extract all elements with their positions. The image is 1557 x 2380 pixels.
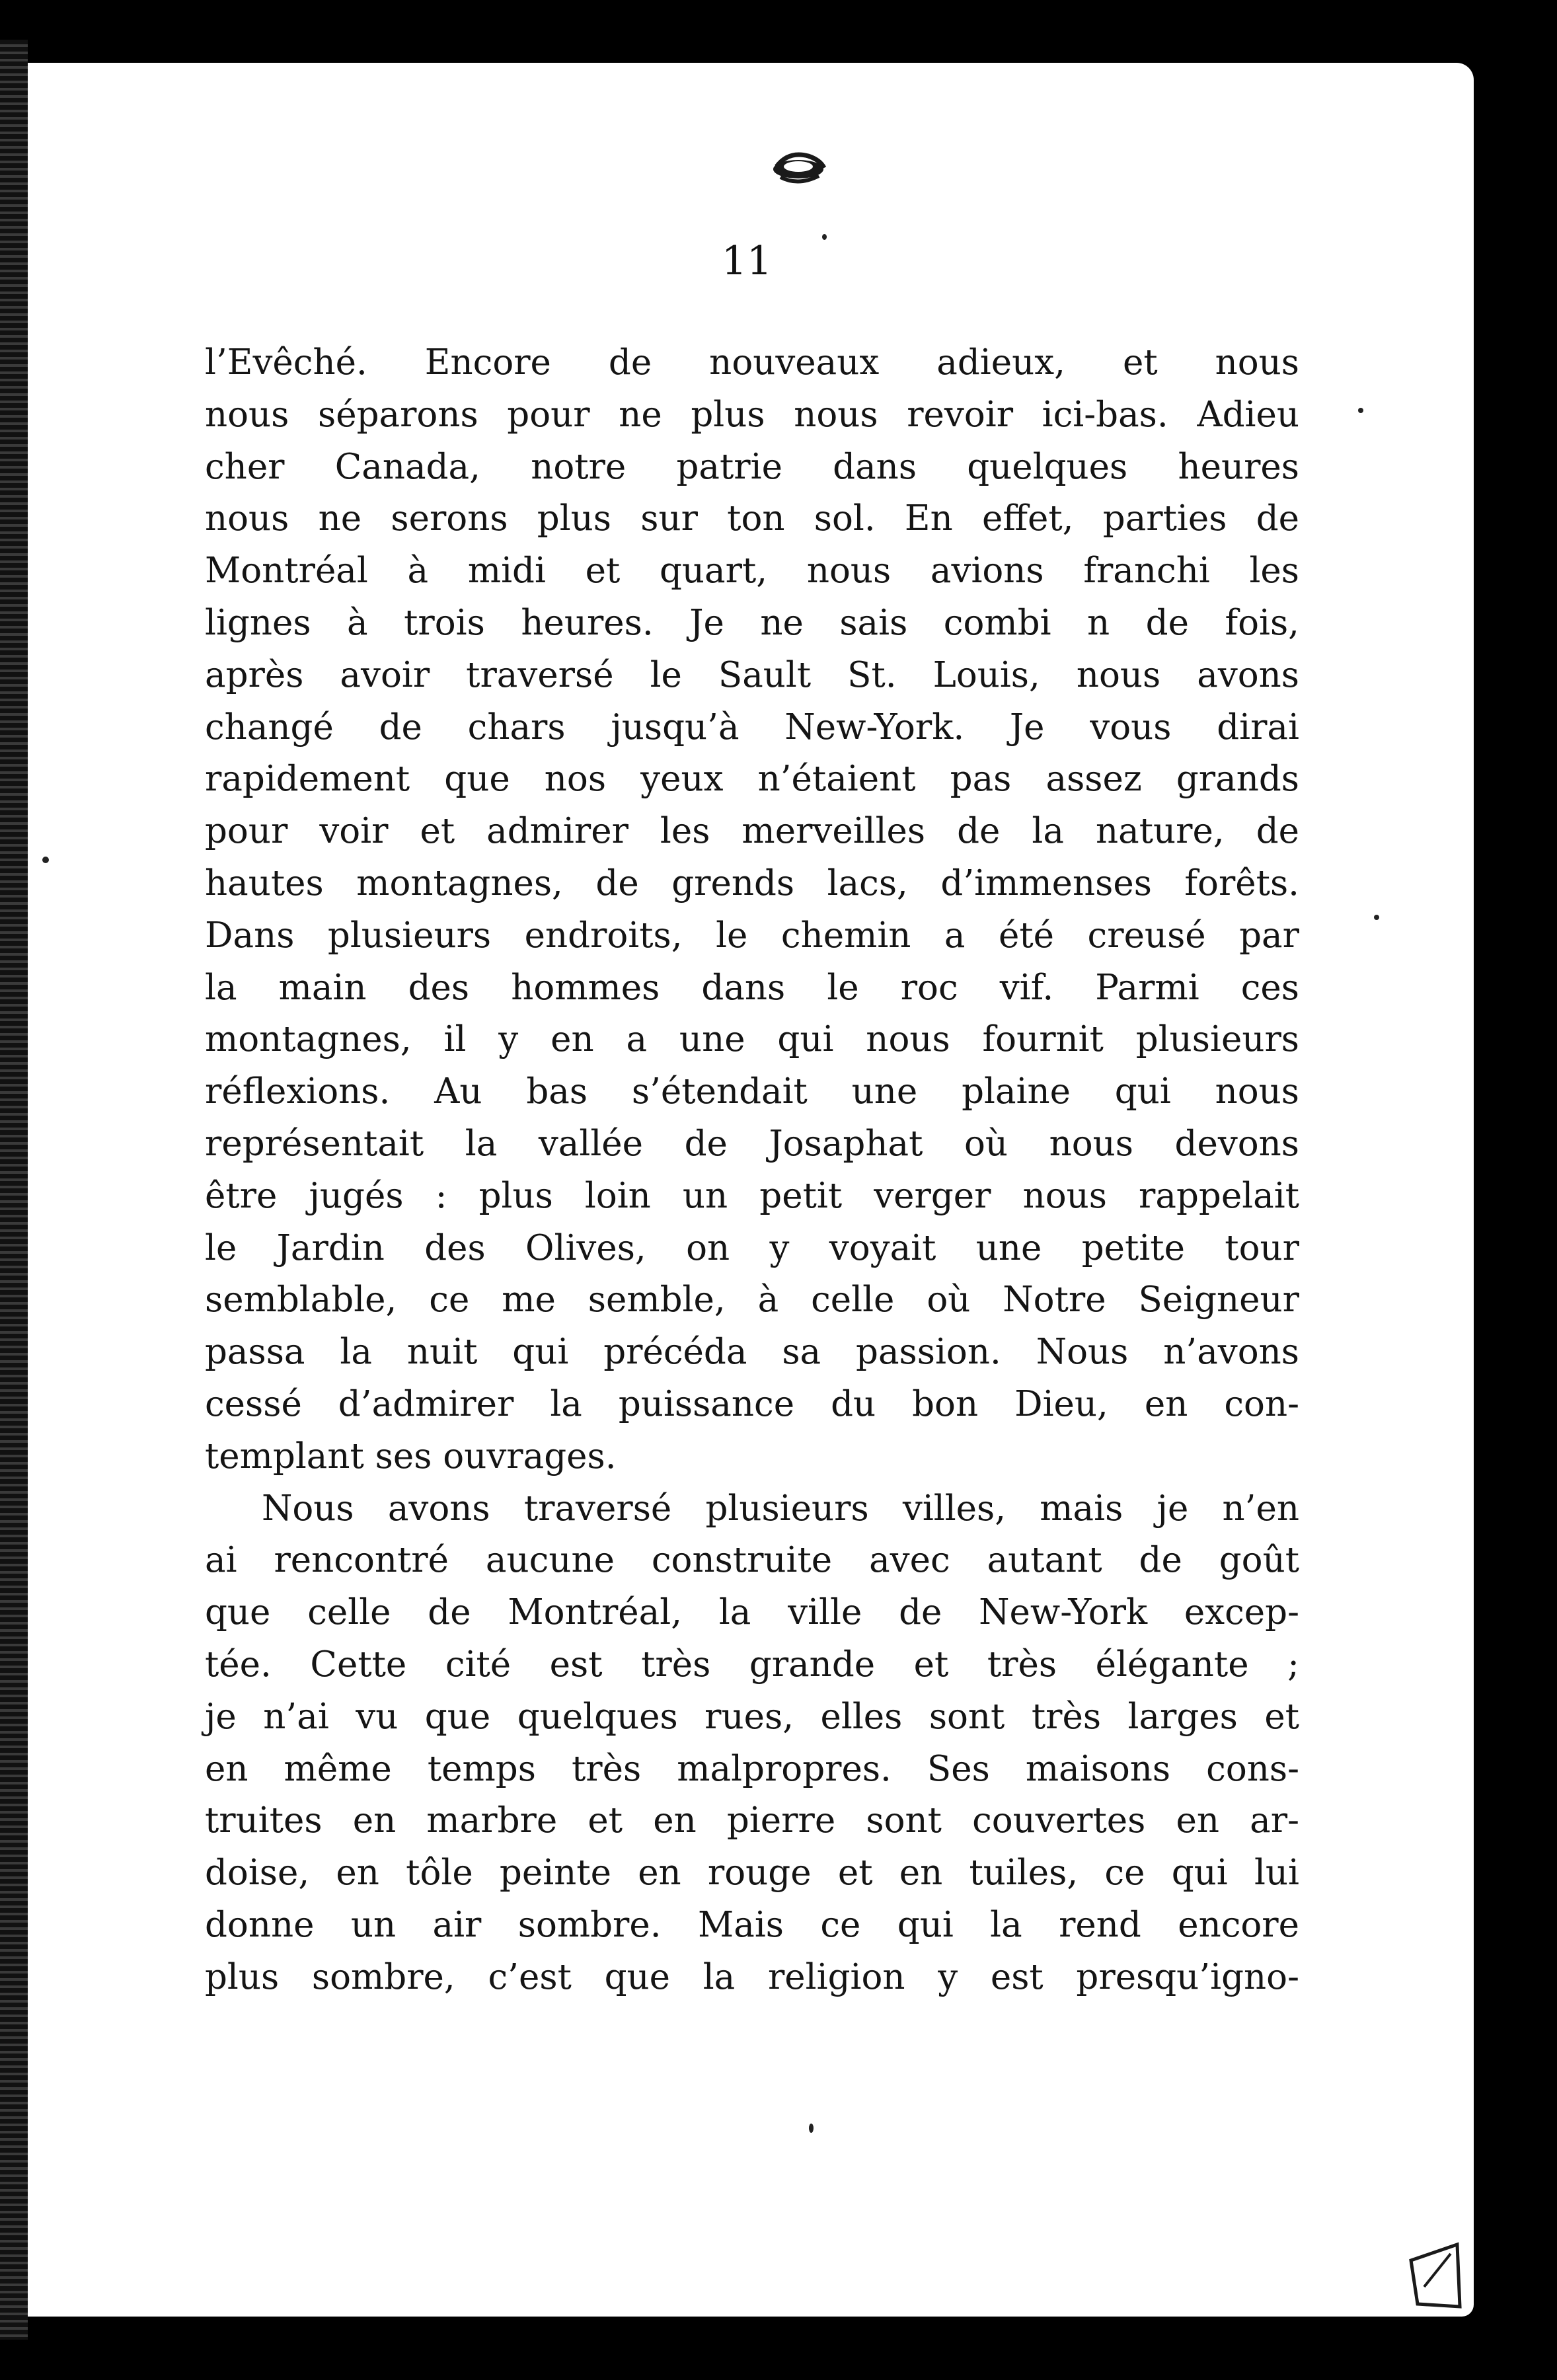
ornament-icon (769, 147, 828, 188)
text-line: templant ses ouvrages. (205, 1436, 617, 1477)
text-line: l’Evêché. Encore de nouveaux adieux, et nous (205, 342, 1299, 383)
text-line: passa la nuit qui précéda sa passion. Nous n’avons (205, 1332, 1299, 1373)
text-line: en même temps très malpropres. Ses maisons cons- (205, 1748, 1299, 1789)
text-line: nous ne serons plus sur ton sol. En effet, parties de (205, 498, 1299, 539)
text-line: Dans plusieurs endroits, le chemin a été creusé par (205, 915, 1299, 956)
text-line: cessé d’admirer la puissance du bon Dieu, en con- (205, 1383, 1299, 1424)
text-line: truites en marbre et en pierre sont couvertes en ar- (205, 1800, 1299, 1841)
text-line: le Jardin des Olives, on y voyait une petite tour (205, 1227, 1299, 1268)
text-line: Montréal à midi et quart, nous avions franchi les (205, 551, 1299, 592)
scan-speck (1374, 915, 1379, 920)
text-line: changé de chars jusqu’à New-York. Je vous dirai (205, 707, 1299, 748)
text-line: nous séparons pour ne plus nous revoir ici-bas. Adieu (205, 394, 1299, 435)
page-corner-mark (1404, 2241, 1464, 2313)
scan-speck (1358, 408, 1363, 413)
text-line: hautes montagnes, de grends lacs, d’immenses forêts. (205, 863, 1299, 903)
text-line: représentait la vallée de Josaphat où nous devons (205, 1123, 1299, 1164)
text-line: après avoir traversé le Sault St. Louis, nous avons (205, 654, 1299, 695)
text-line: je n’ai vu que quelques rues, elles sont très larges et (205, 1696, 1299, 1737)
text-line: rapidement que nos yeux n’étaient pas assez grands (205, 759, 1299, 800)
text-line: ai rencontré aucune construite avec autant de goût (205, 1540, 1299, 1581)
text-line: semblable, ce me semble, à celle où Notre Seigneur (205, 1280, 1299, 1321)
scan-speck (809, 2124, 814, 2133)
text-line: que celle de Montréal, la ville de New-York excep- (205, 1592, 1299, 1633)
text-line: lignes à trois heures. Je ne sais combi n de fois, (205, 602, 1299, 643)
text-line: plus sombre, c’est que la religion y est presqu’igno- (205, 1956, 1299, 1997)
text-line: réflexions. Au bas s’étendait une plaine qui nous (205, 1071, 1299, 1112)
text-line: doise, en tôle peinte en rouge et en tuiles, ce qui lui (205, 1853, 1299, 1894)
scan-speck (822, 234, 827, 240)
text-line: être jugés : plus loin un petit verger nous rappelait (205, 1175, 1299, 1216)
scan-left-edge (0, 40, 28, 2340)
body-text (205, 337, 1299, 2004)
text-line: donne un air sombre. Mais ce qui la rend encore (205, 1904, 1299, 1945)
text-line: tée. Cette cité est très grande et très élégante ; (205, 1644, 1299, 1685)
scan-speck (42, 857, 49, 863)
text-line: pour voir et admirer les merveilles de la nature, de (205, 811, 1299, 852)
text-line: Nous avons traversé plusieurs villes, mais je n’en (262, 1488, 1299, 1529)
text-line: la main des hommes dans le roc vif. Parmi ces (205, 967, 1299, 1008)
page-number: 11 (721, 238, 773, 284)
text-line: montagnes, il y en a une qui nous fournit plusieurs (205, 1019, 1299, 1060)
text-line: cher Canada, notre patrie dans quelques heures (205, 446, 1299, 487)
